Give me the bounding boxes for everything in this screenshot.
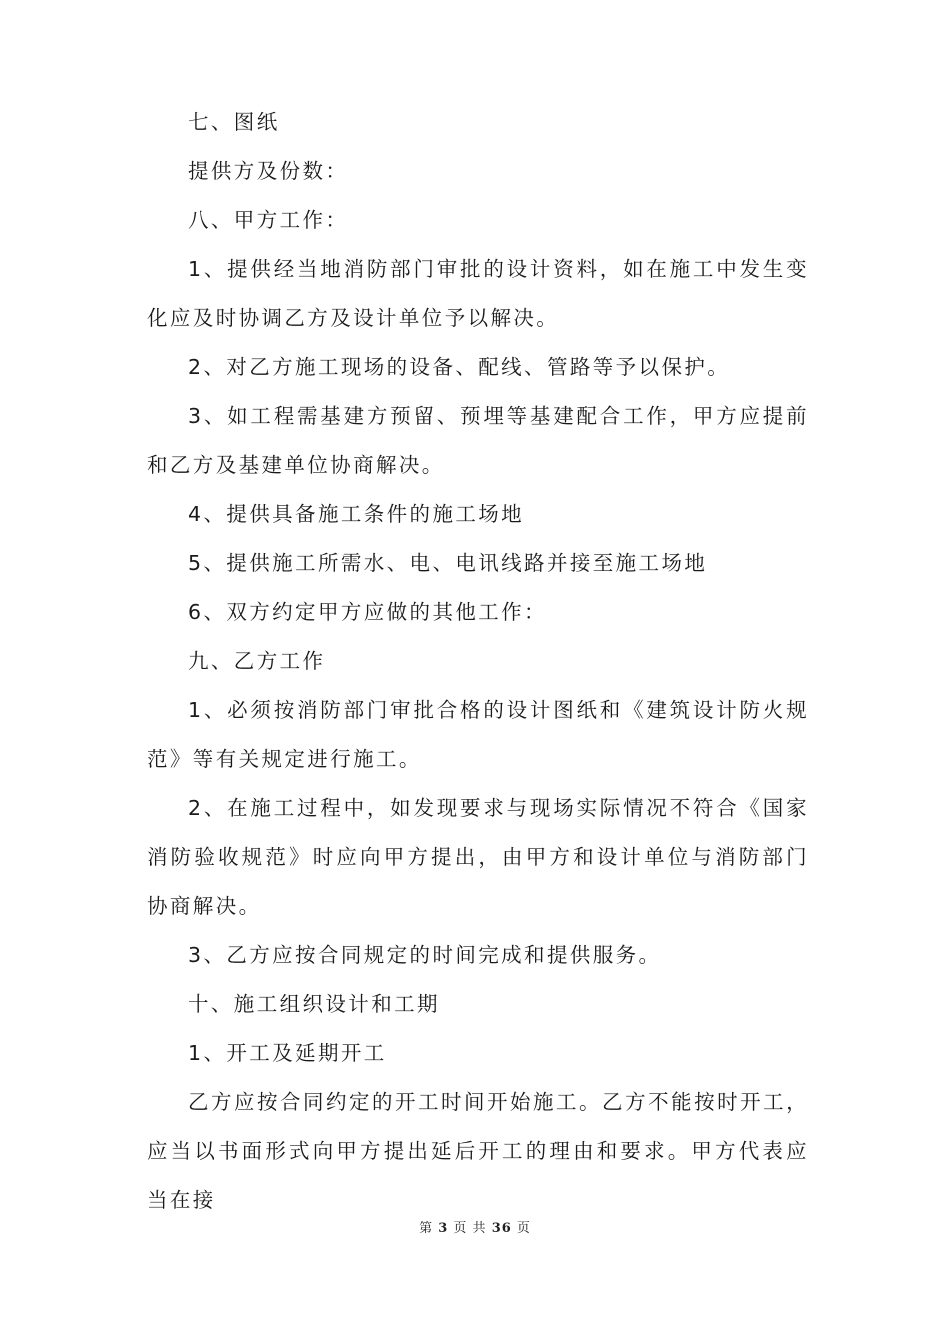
footer-prefix: 第 [419, 1221, 434, 1236]
paragraph-party-b-item-3: 3、乙方应按合同规定的时间完成和提供服务。 [188, 943, 662, 967]
paragraph-party-a-item-5: 5、提供施工所需水、电、电讯线路并接至施工场地 [188, 551, 708, 575]
section-heading-construction-schedule: 十、施工组织设计和工期 [188, 992, 440, 1016]
paragraph-party-a-item-4: 4、提供具备施工条件的施工场地 [188, 502, 525, 526]
paragraph-party-a-item-3: 3、如工程需基建方预留、预埋等基建配合工作，甲方应提前和乙方及基建单位协商解决。 [147, 404, 809, 477]
paragraph-party-a-item-1: 1、提供经当地消防部门审批的设计资料，如在施工中发生变化应及时协调乙方及设计单位予以解决。 [147, 257, 809, 330]
footer-total-pages: 36 [491, 1221, 512, 1236]
paragraph-commencement-heading: 1、开工及延期开工 [188, 1041, 387, 1065]
section-heading-party-b-work: 九、乙方工作 [188, 649, 326, 673]
paragraph-party-b-item-1: 1、必须按消防部门审批合格的设计图纸和《建筑设计防火规范》等有关规定进行施工。 [147, 698, 809, 771]
paragraph-party-a-item-6: 6、双方约定甲方应做的其他工作： [188, 600, 547, 624]
section-heading-drawings: 七、图纸 [188, 110, 280, 134]
paragraph-commencement-body: 乙方应按合同约定的开工时间开始施工。乙方不能按时开工，应当以书面形式向甲方提出延后开工的理由和要求。甲方代表应当在接 [147, 1090, 809, 1212]
footer-current-page: 3 [438, 1221, 449, 1236]
paragraph-provider-copies: 提供方及份数： [188, 159, 349, 183]
page-footer [0, 1217, 950, 1236]
paragraph-party-a-item-2: 2、对乙方施工现场的设备、配线、管路等予以保护。 [188, 355, 731, 379]
paragraph-party-b-item-2: 2、在施工过程中，如发现要求与现场实际情况不符合《国家消防验收规范》时应向甲方提出，由甲方和设计单位与消防部门协商解决。 [147, 796, 809, 918]
footer-suffix: 页 [516, 1221, 531, 1236]
footer-middle: 页 共 [453, 1221, 487, 1236]
section-heading-party-a-work: 八、甲方工作： [188, 208, 349, 232]
document-body [147, 98, 809, 1225]
